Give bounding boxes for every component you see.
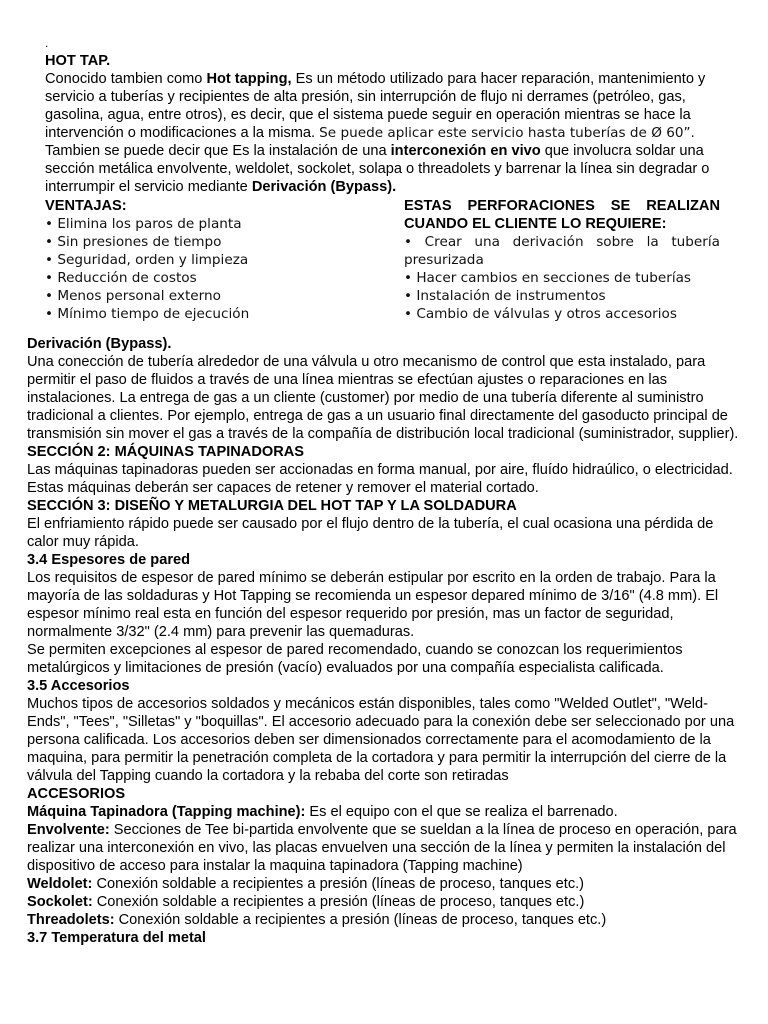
accesorio-item [27, 893, 741, 911]
perforacion-item: • Cambio de válvulas y otros accesorios [404, 306, 677, 322]
seccion2-title: SECCIÓN 2: MÁQUINAS TAPINADORAS [27, 444, 305, 460]
perforaciones-title: ESTAS PERFORACIONES SE REALIZAN CUANDO EL CLIENTE LO REQUIERE: [404, 198, 720, 232]
text: que involucra soldar una sección metálica envolvente, weldolet, sockolet, solapa o threadolets y barrenar la línea sin degradar o interrumpir el servicio mediante [45, 143, 710, 195]
accesorio-desc: Es el equipo con el que se realiza el barrenado. [305, 804, 618, 820]
accesorio-term: Sockolet: [27, 894, 93, 910]
accesorio-item [27, 803, 741, 821]
text-bold: Derivación (Bypass). [251, 179, 397, 195]
perforacion-item: • Hacer cambios en secciones de tuberías [404, 270, 692, 286]
bypass-title: Derivación (Bypass). [27, 336, 172, 352]
accesorio-term: Weldolet: [27, 876, 93, 892]
accesorio-desc: Conexión soldable a recipientes a presión (líneas de proceso, tanques etc.) [92, 876, 585, 892]
text: Es un método utilizado para hacer reparación, mantenimiento y servicio a tuberías y recipientes de alta presión, sin interrupción de flujo ni derrames (petróleo, gas, gasolina, agua, entre otros), es decir, que el sistema puede seguir en operación mientras se hace la intervención o modificaciones a la misma. [45, 71, 706, 141]
main-body [27, 335, 741, 947]
ventaja-item: • Menos personal externo [45, 288, 221, 304]
intro-paragraph-2 [45, 142, 725, 196]
text-bold: interconexión en vivo [390, 143, 541, 159]
seccion2-text: Las máquinas tapinadoras pueden ser accionadas en forma manual, por aire, fluído hidraúlico, o electricidad. Estas máquinas deberán ser capaces de retener y remover el material cortado. [27, 462, 733, 496]
accesorio-term: Envolvente: [27, 822, 110, 838]
ventajas-column [45, 197, 385, 323]
accesorios-title: ACCESORIOS [27, 786, 126, 802]
hot-tap-heading: HOT TAP. [45, 53, 111, 69]
text: Conocido tambien como [45, 71, 207, 87]
s34-paragraph-1: Los requisitos de espesor de pared mínimo se deberán estipular por escrito en la orden de trabajo. Para la mayoría de las soldaduras y Hot Tapping se recomienda un espesor depared mínimo de 3/16" (4.8 mm). El espesor mínimo real esta en función del espesor requerido por presión, mas un factor de seguridad, normalmente 3/32" (2.4 mm) para prevenir las quemaduras. [27, 570, 719, 640]
seccion3-title: SECCIÓN 3: DISEÑO Y METALURGIA DEL HOT TAP Y LA SOLDADURA [27, 498, 517, 514]
ventaja-item: • Reducción de costos [45, 270, 197, 286]
accesorio-term: Máquina Tapinadora (Tapping machine): [27, 804, 306, 820]
intro-section [45, 52, 725, 196]
ventaja-item: • Mínimo tiempo de ejecución [45, 306, 250, 322]
text-bold: Hot tapping, [206, 71, 292, 87]
accesorio-item [27, 911, 741, 929]
seccion3-text: El enfriamiento rápido puede ser causado por el flujo dentro de la tubería, el cual ocasiona una pérdida de calor muy rápida. [27, 516, 714, 550]
accesorio-item [27, 875, 741, 893]
perforaciones-column [404, 197, 720, 323]
text: Tambien se puede decir que Es la instalación de una [45, 143, 391, 159]
ventaja-item: • Elimina los paros de planta [45, 216, 242, 232]
s35-text: Muchos tipos de accesorios soldados y mecánicos están disponibles, tales como "Welded Outlet", "Weld-Ends", "Tees", "Silletas" y "boquillas". El accesorio adecuado para la conexión debe ser seleccionado por una persona calificada. Los accesorios deben ser dimensionados correctamente para el acomodamiento de la maquina, para permitir la penetración completa de la cortadora y para permitir la interrupción del cierre de la válvula del Tapping cuando la cortadora y la rebaba del corte son retiradas [27, 696, 735, 784]
accesorio-desc: Conexión soldable a recipientes a presión (líneas de proceso, tanques etc.) [114, 912, 607, 928]
bypass-text: Una conección de tubería alrededor de una válvula u otro mecanismo de control que esta instalado, para permitir el paso de fluidos a través de una línea mientras se efectúan ajustes o reparaciones en las instalaciones. La entrega de gas a un cliente (customer) por medio de una tubería diferente al suministro tradicional a clientes. Por ejemplo, entrega de gas a un usuario final directamente del gasoducto principal de transmisión sin mover el gas a través de la compañía de distribución local tradicional (suministrador, supplier). [27, 354, 739, 442]
stray-dot: . [45, 36, 49, 50]
s34-paragraph-2: Se permiten excepciones al espesor de pared recomendado, cuando se conozcan los requerimientos metalúrgicos y limitaciones de presión (vacío) evaluados por una compañía especialista calificada. [27, 642, 683, 676]
s37-title: 3.7 Temperatura del metal [27, 930, 206, 946]
accesorio-item [27, 821, 741, 875]
accesorio-desc: Secciones de Tee bi-partida envolvente que se sueldan a la línea de proceso en operación, para realizar una interconexión en vivo, las placas envuelven una sección de la línea y permiten la instalación del dispositivo de acceso para instalar la maquina tapinadora (Tapping machine) [27, 822, 737, 874]
s34-title: 3.4 Espesores de pared [27, 552, 191, 568]
s35-title: 3.5 Accesorios [27, 678, 130, 694]
ventaja-item: • Sin presiones de tiempo [45, 234, 222, 250]
ventajas-title: VENTAJAS: [45, 198, 127, 214]
accesorio-term: Threadolets: [27, 912, 115, 928]
accesorio-desc: Conexión soldable a recipientes a presión (líneas de proceso, tanques etc.) [92, 894, 585, 910]
text-note: Se puede aplicar este servicio hasta tuberías de Ø 60”. [319, 125, 695, 141]
intro-paragraph-1 [45, 70, 725, 142]
ventaja-item: • Seguridad, orden y limpieza [45, 252, 249, 268]
perforacion-item: • Crear una derivación sobre la tubería presurizada [404, 234, 720, 268]
perforacion-item: • Instalación de instrumentos [404, 288, 606, 304]
